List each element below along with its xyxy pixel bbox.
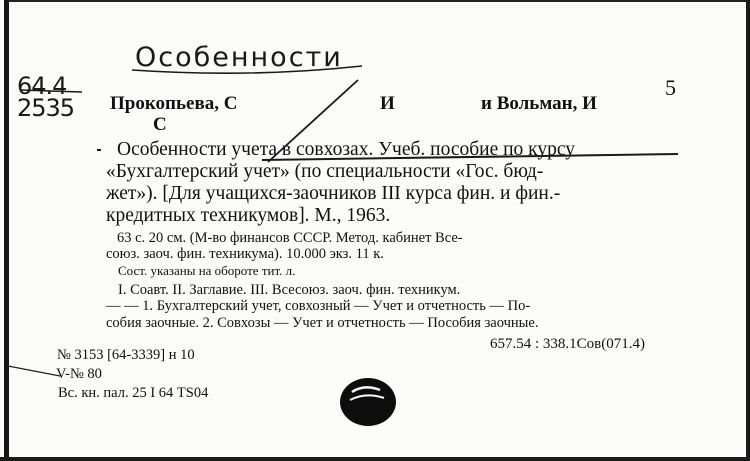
handwritten-shelf-mark-1: 64.4 [17, 72, 67, 100]
shelf-mark-underline [20, 90, 82, 92]
handwritten-shelf-mark-2: 2535 [17, 94, 75, 122]
footer-v-number: V-№ 80 [56, 366, 102, 382]
handwritten-subject-word: Особенности [135, 42, 343, 73]
title-line: жет»). [Для учащихся-заочников III курса фин. и фин.- [106, 183, 561, 204]
compilers-note: Сост. указаны на обороте тит. л. [118, 263, 296, 278]
coauthor-initial: С [153, 114, 167, 135]
author-initial: И [380, 93, 395, 114]
tracing-line: I. Соавт. II. Заглавие. III. Всесоюз. заоч. фин. техникум. [118, 282, 461, 298]
ink-blot-icon [340, 378, 396, 426]
author-name: Прокопьева, С [110, 93, 238, 114]
footer-chamber-line: Вс. кн. пал. 25 I 64 ТS04 [58, 385, 209, 401]
handwritten-underline-mark [132, 66, 362, 73]
diagonal-pen-stroke [268, 80, 358, 162]
margin-line-mark [8, 366, 60, 376]
tracing-line: собия заочные. 2. Совхозы — Учет и отчетность — Пособия заочные. [106, 315, 539, 331]
title-line: Особенности учета в совхозах. Учеб. пособие по курсу [117, 139, 576, 160]
card-number: 5 [665, 75, 676, 100]
physical-description-line: 63 с. 20 см. (М-во финансов СССР. Метод. кабинет Все- [117, 230, 463, 246]
title-line: кредитных техникумов]. М., 1963. [106, 205, 391, 226]
title-line: «Бухгалтерский учет» (по специальности «Гос. бюд- [106, 161, 544, 182]
tracing-line: — — 1. Бухгалтерский учет, совхозный — Учет и отчетность — По- [106, 298, 531, 314]
physical-description-line: союз. заоч. фин. техникума). 10.000 экз. 11 к. [106, 246, 384, 262]
title-underline-mark [262, 154, 678, 160]
classification-index: 657.54 : 338.1Сов(071.4) [490, 336, 645, 352]
coauthor-name: и Вольман, И [481, 93, 597, 114]
footer-registration-line: № 3153 [64-3339] н 10 [57, 347, 195, 363]
